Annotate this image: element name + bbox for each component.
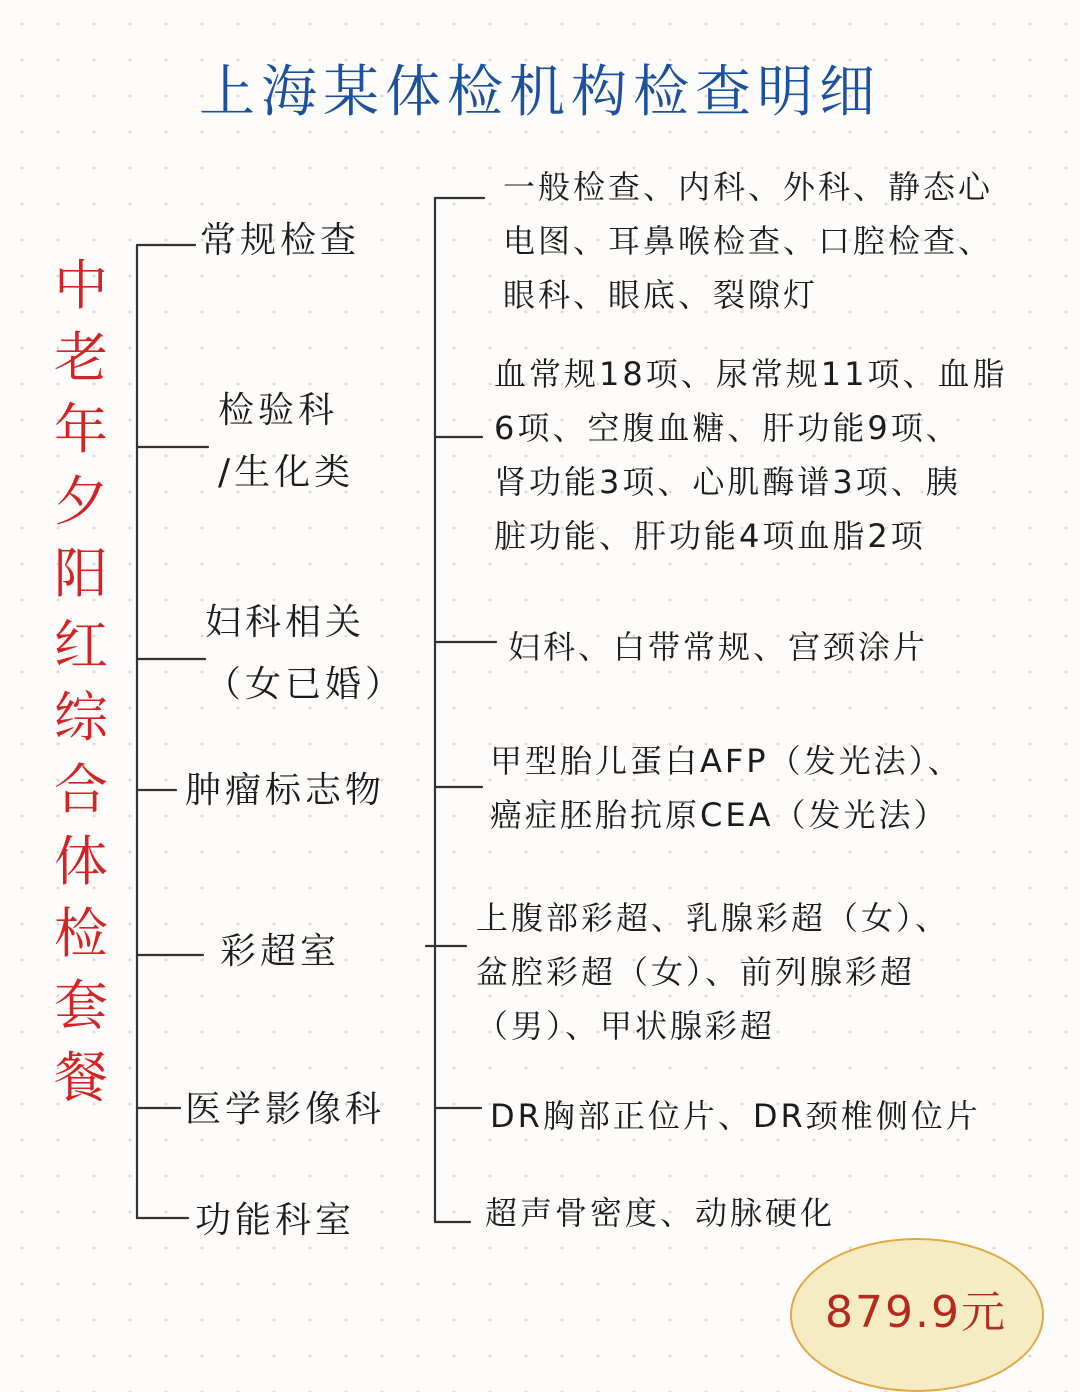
package-name-char: 套 [54, 974, 108, 1037]
category-label: 常规检查 [200, 220, 361, 261]
category-lab-biochem [218, 380, 354, 504]
package-name-char: 红 [54, 614, 108, 677]
package-name-char: 综 [54, 686, 108, 749]
detail-line: 眼科、眼底、裂隙灯 [503, 276, 819, 314]
detail-line: 6项、空腹血糖、肝功能9项、 [494, 409, 961, 447]
detail-routine-exam [503, 160, 993, 322]
package-name-char: 合 [54, 758, 108, 821]
category-tumor-markers [185, 760, 385, 822]
category-functional-dept [195, 1190, 355, 1252]
category-routine-exam [200, 210, 360, 272]
category-label: （女已婚） [205, 664, 406, 705]
package-name-char: 夕 [54, 470, 108, 533]
category-label: 肿瘤标志物 [185, 770, 386, 811]
package-name-char: 阳 [54, 542, 108, 605]
detail-line: DR胸部正位片、DR颈椎侧位片 [490, 1097, 981, 1135]
package-name-char: 中 [54, 254, 108, 317]
detail-line: 妇科、白带常规、宫颈涂片 [508, 628, 929, 666]
detail-gynecology [508, 620, 928, 674]
detail-lab-biochem [494, 347, 1007, 563]
category-medical-imaging [185, 1079, 385, 1141]
category-label: 彩超室 [220, 931, 341, 972]
category-label: 功能科室 [195, 1200, 356, 1241]
detail-line: 一般检查、内科、外科、静态心 [503, 168, 994, 206]
category-label: /生化类 [218, 452, 355, 493]
detail-functional-dept [485, 1186, 835, 1240]
category-label: 检验科 [218, 390, 339, 431]
detail-line: 血常规18项、尿常规11项、血脂 [494, 355, 1008, 393]
detail-line: 脏功能、肝功能4项血脂2项 [494, 517, 926, 555]
detail-medical-imaging [490, 1089, 981, 1143]
package-name-char: 餐 [54, 1046, 108, 1109]
detail-line: 甲型胎儿蛋白AFP（发光法）、 [490, 742, 963, 780]
detail-line: 上腹部彩超、乳腺彩超（女）、 [476, 899, 951, 937]
package-name-char: 年 [54, 398, 108, 461]
package-name-char: 检 [54, 902, 108, 965]
category-gynecology [205, 592, 405, 716]
detail-color-ultrasound [476, 891, 950, 1053]
detail-line: 电图、耳鼻喉检查、口腔检查、 [503, 222, 994, 260]
price-label: 879.9元 [825, 1287, 1007, 1338]
page-title: 上海某体检机构检查明细 [199, 60, 881, 125]
category-label: 妇科相关 [205, 602, 366, 643]
category-color-ultrasound [220, 921, 340, 983]
detail-line: 肾功能3项、心肌酶谱3项、胰 [494, 463, 961, 501]
detail-line: 盆腔彩超（女）、前列腺彩超 [476, 953, 916, 991]
detail-line: （男）、甲状腺彩超 [476, 1007, 776, 1045]
package-name-char: 老 [54, 326, 108, 389]
package-name-char: 体 [54, 830, 108, 893]
detail-tumor-markers [490, 734, 963, 842]
category-label: 医学影像科 [185, 1089, 386, 1130]
detail-line: 癌症胚胎抗原CEA（发光法） [490, 796, 949, 834]
detail-line: 超声骨密度、动脉硬化 [485, 1194, 836, 1232]
